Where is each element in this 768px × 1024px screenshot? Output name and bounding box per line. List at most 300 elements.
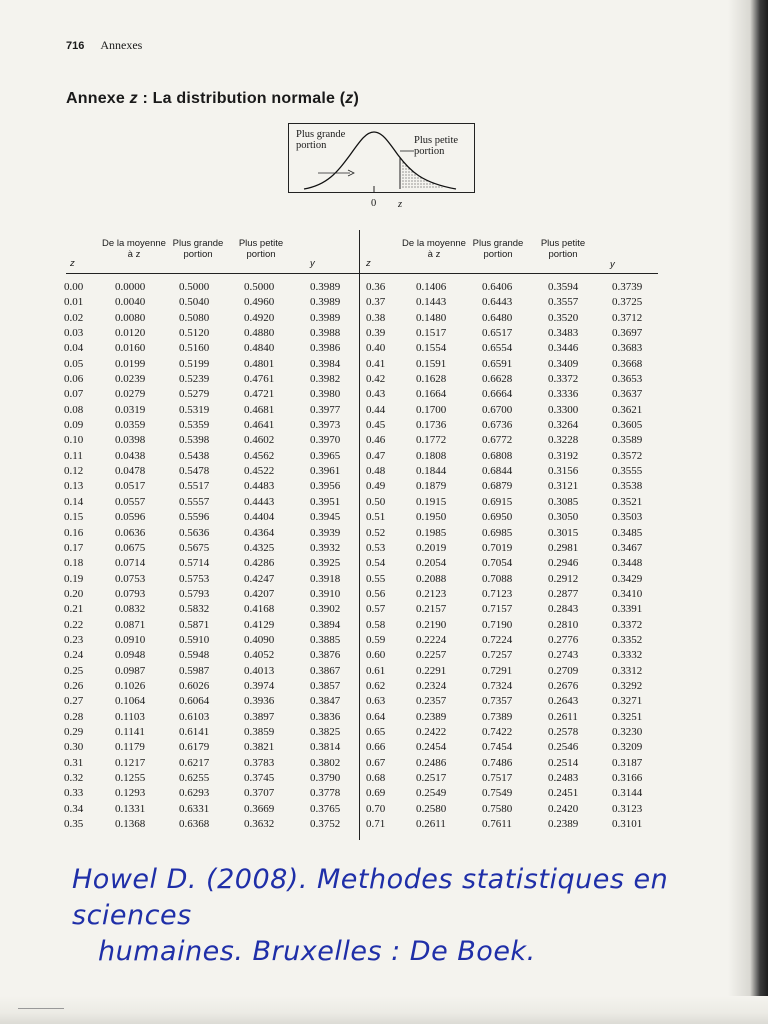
cell-mean-to-z: 0.1217 (115, 756, 146, 769)
cell-smaller-portion: 0.2643 (548, 695, 579, 708)
cell-y: 0.3961 (310, 465, 341, 478)
cell-smaller-portion: 0.5000 (244, 281, 275, 293)
cell-larger-portion: 0.5080 (179, 311, 210, 324)
cell-z: 0.46 (366, 434, 386, 447)
table-row (58, 725, 358, 740)
cell-smaller-portion: 0.4562 (244, 449, 275, 462)
cell-larger-portion: 0.6179 (179, 741, 210, 754)
cell-larger-portion: 0.5279 (179, 388, 210, 401)
cell-mean-to-z: 0.1255 (115, 772, 146, 784)
table-row (58, 587, 358, 602)
cell-smaller-portion: 0.3015 (548, 526, 579, 539)
cell-y: 0.3144 (612, 787, 643, 800)
cell-larger-portion: 0.5793 (179, 587, 210, 600)
cell-mean-to-z: 0.2324 (416, 679, 447, 692)
cell-z: 0.08 (64, 403, 84, 416)
cell-z: 0.62 (366, 679, 386, 692)
table-row (58, 664, 358, 679)
cell-y: 0.3637 (612, 388, 643, 401)
cell-y: 0.3814 (310, 741, 341, 754)
cell-y: 0.3977 (310, 403, 341, 416)
cell-larger-portion: 0.6331 (179, 802, 210, 815)
cell-smaller-portion: 0.3936 (244, 695, 275, 708)
cell-smaller-portion: 0.4364 (244, 526, 275, 539)
cell-larger-portion: 0.6443 (482, 296, 513, 309)
cell-smaller-portion: 0.3156 (548, 465, 579, 478)
cell-larger-portion: 0.5636 (179, 526, 210, 539)
table-row (360, 495, 660, 510)
cell-larger-portion: 0.6879 (482, 480, 513, 493)
cell-larger-portion: 0.5557 (179, 495, 210, 508)
table-row (360, 679, 660, 694)
cell-mean-to-z: 0.1736 (416, 419, 447, 432)
cell-smaller-portion: 0.2611 (548, 710, 578, 723)
cell-z: 0.11 (64, 449, 83, 462)
cell-smaller-portion: 0.3520 (548, 311, 579, 324)
cell-larger-portion: 0.7454 (482, 741, 513, 754)
cell-smaller-portion: 0.3483 (548, 327, 579, 340)
cell-larger-portion: 0.5000 (179, 281, 210, 293)
cell-mean-to-z: 0.1141 (115, 725, 145, 738)
cell-y: 0.3621 (612, 403, 643, 416)
cell-larger-portion: 0.5359 (179, 419, 210, 432)
cell-z: 0.31 (64, 756, 84, 769)
cell-y: 0.3589 (612, 434, 643, 447)
cell-z: 0.17 (64, 541, 84, 554)
shaded-tail (400, 159, 448, 189)
cell-smaller-portion: 0.2420 (548, 802, 579, 815)
cell-smaller-portion: 0.3228 (548, 434, 579, 447)
cell-y: 0.3503 (612, 511, 643, 524)
table-row (360, 418, 660, 433)
cell-smaller-portion: 0.4168 (244, 603, 275, 616)
cell-mean-to-z: 0.2517 (416, 772, 447, 784)
table-row (360, 771, 660, 786)
cell-smaller-portion: 0.3446 (548, 342, 579, 355)
cell-z: 0.38 (366, 311, 386, 324)
table-row (360, 526, 660, 541)
table-row (360, 710, 660, 725)
table-row (58, 786, 358, 801)
cell-y: 0.3538 (612, 480, 643, 493)
cell-larger-portion: 0.6664 (482, 388, 513, 401)
table-header (360, 230, 660, 274)
cell-z: 0.19 (64, 572, 84, 585)
table-row (360, 802, 660, 817)
table-row (360, 786, 660, 801)
cell-mean-to-z: 0.1368 (115, 818, 146, 831)
table-row (360, 326, 660, 341)
cell-y: 0.3970 (310, 434, 341, 447)
cell-y: 0.3876 (310, 649, 341, 662)
table-row (360, 817, 660, 832)
table-row (58, 756, 358, 771)
label-smaller-portion: Plus petite portion (414, 135, 459, 157)
cell-mean-to-z: 0.0359 (115, 419, 146, 432)
cell-y: 0.3973 (310, 419, 341, 432)
cell-z: 0.35 (64, 818, 84, 831)
table-row (58, 740, 358, 755)
cell-mean-to-z: 0.1700 (416, 403, 447, 416)
table-rows-right (360, 280, 660, 832)
cell-z: 0.69 (366, 787, 386, 800)
cell-larger-portion: 0.6141 (179, 725, 210, 738)
cell-mean-to-z: 0.0319 (115, 403, 146, 416)
table-row (58, 541, 358, 556)
cell-larger-portion: 0.5199 (179, 357, 210, 370)
cell-smaller-portion: 0.4761 (244, 373, 275, 386)
table-row (58, 341, 358, 356)
cell-y: 0.3572 (612, 449, 643, 462)
cell-z: 0.64 (366, 710, 386, 723)
table-row (58, 817, 358, 832)
cell-mean-to-z: 0.2054 (416, 557, 447, 570)
cell-larger-portion: 0.6772 (482, 434, 513, 447)
cell-z: 0.54 (366, 557, 386, 570)
table-row (58, 433, 358, 448)
cell-z: 0.27 (64, 695, 84, 708)
cell-larger-portion: 0.7611 (482, 818, 512, 831)
table-row (360, 510, 660, 525)
cell-y: 0.3857 (310, 679, 341, 692)
cell-mean-to-z: 0.0832 (115, 603, 146, 616)
cell-smaller-portion: 0.2743 (548, 649, 579, 662)
cell-y: 0.3825 (310, 725, 341, 738)
cell-larger-portion: 0.7422 (482, 725, 513, 738)
cell-larger-portion: 0.7486 (482, 756, 513, 769)
table-row (58, 387, 358, 402)
header-mean: De la moyenne à z (402, 238, 466, 260)
cell-y: 0.3101 (612, 818, 643, 831)
cell-mean-to-z: 0.0438 (115, 449, 146, 462)
cell-y: 0.3945 (310, 511, 341, 524)
cell-z: 0.70 (366, 802, 386, 815)
table-row (360, 694, 660, 709)
cell-larger-portion: 0.5675 (179, 541, 210, 554)
cell-mean-to-z: 0.2157 (416, 603, 447, 616)
cell-y: 0.3989 (310, 296, 341, 309)
cell-y: 0.3352 (612, 633, 643, 646)
cell-mean-to-z: 0.0987 (115, 664, 146, 677)
header-mean: De la moyenne à z (102, 238, 166, 260)
cell-z: 0.57 (366, 603, 386, 616)
cell-z: 0.04 (64, 342, 84, 355)
table-row (360, 479, 660, 494)
axis-z-label: z (398, 199, 403, 210)
cell-y: 0.3251 (612, 710, 643, 723)
cell-y: 0.3166 (612, 772, 643, 784)
cell-smaller-portion: 0.4443 (244, 495, 275, 508)
cell-y: 0.3683 (612, 342, 643, 355)
cell-smaller-portion: 0.4207 (244, 587, 275, 600)
cell-mean-to-z: 0.0871 (115, 618, 146, 631)
title-rest: : La distribution normale ( (137, 90, 346, 107)
normal-curve-figure (288, 123, 478, 213)
cell-smaller-portion: 0.2389 (548, 818, 579, 831)
cell-mean-to-z: 0.2549 (416, 787, 447, 800)
cell-mean-to-z: 0.2019 (416, 541, 447, 554)
table-row (58, 372, 358, 387)
cell-y: 0.3668 (612, 357, 643, 370)
cell-z: 0.61 (366, 664, 386, 677)
table-header (58, 230, 358, 274)
cell-y: 0.3847 (310, 695, 341, 708)
cell-z: 0.48 (366, 465, 386, 478)
cell-larger-portion: 0.7291 (482, 664, 513, 677)
cell-larger-portion: 0.6808 (482, 449, 513, 462)
cell-smaller-portion: 0.3192 (548, 449, 579, 462)
cell-smaller-portion: 0.4052 (244, 649, 275, 662)
cell-y: 0.3778 (310, 787, 341, 800)
table-row (58, 526, 358, 541)
cell-mean-to-z: 0.2190 (416, 618, 447, 631)
cell-smaller-portion: 0.4602 (244, 434, 275, 447)
cell-larger-portion: 0.6217 (179, 756, 210, 769)
cell-z: 0.01 (64, 296, 84, 309)
table-row (58, 295, 358, 310)
cell-z: 0.13 (64, 480, 84, 493)
cell-z: 0.09 (64, 419, 84, 432)
table-row (58, 510, 358, 525)
cell-larger-portion: 0.6591 (482, 357, 513, 370)
cell-larger-portion: 0.7549 (482, 787, 513, 800)
cell-z: 0.12 (64, 465, 84, 478)
cell-smaller-portion: 0.4801 (244, 357, 275, 370)
table-row (360, 372, 660, 387)
cell-mean-to-z: 0.0279 (115, 388, 146, 401)
cell-y: 0.3951 (310, 495, 341, 508)
cell-y: 0.3123 (612, 802, 643, 815)
cell-z: 0.05 (64, 357, 84, 370)
cell-smaller-portion: 0.2709 (548, 664, 579, 677)
table-row (360, 449, 660, 464)
cell-z: 0.14 (64, 495, 84, 508)
cell-larger-portion: 0.6103 (179, 710, 210, 723)
bottom-edge-mark (18, 1008, 64, 1009)
cell-y: 0.3712 (612, 311, 643, 324)
cell-mean-to-z: 0.1879 (416, 480, 447, 493)
cell-mean-to-z: 0.0120 (115, 327, 146, 340)
cell-y: 0.3902 (310, 603, 341, 616)
cell-y: 0.3555 (612, 465, 643, 478)
table-row (360, 357, 660, 372)
cell-y: 0.3429 (612, 572, 643, 585)
table-row (360, 740, 660, 755)
cell-z: 0.29 (64, 725, 84, 738)
table-row (360, 618, 660, 633)
cell-mean-to-z: 0.0080 (115, 311, 146, 324)
cell-larger-portion: 0.6736 (482, 419, 513, 432)
table-row (58, 326, 358, 341)
cell-z: 0.03 (64, 327, 84, 340)
cell-smaller-portion: 0.2483 (548, 772, 579, 784)
cell-y: 0.3485 (612, 526, 643, 539)
cell-y: 0.3653 (612, 373, 643, 386)
cell-mean-to-z: 0.2257 (416, 649, 447, 662)
cell-y: 0.3410 (612, 587, 643, 600)
cell-z: 0.22 (64, 618, 84, 631)
cell-y: 0.3187 (612, 756, 643, 769)
table-row (58, 495, 358, 510)
page-number: 716 (66, 40, 85, 52)
table-row (360, 648, 660, 663)
cell-z: 0.15 (64, 511, 84, 524)
cell-smaller-portion: 0.4483 (244, 480, 275, 493)
table-row (360, 403, 660, 418)
cell-larger-portion: 0.7019 (482, 541, 513, 554)
cell-z: 0.71 (366, 818, 386, 831)
cell-y: 0.3802 (310, 756, 341, 769)
cell-larger-portion: 0.6026 (179, 679, 210, 692)
cell-mean-to-z: 0.1293 (115, 787, 146, 800)
cell-mean-to-z: 0.1554 (416, 342, 447, 355)
cell-larger-portion: 0.6628 (482, 373, 513, 386)
cell-smaller-portion: 0.3372 (548, 373, 579, 386)
cell-mean-to-z: 0.1443 (416, 296, 447, 309)
table-row (58, 618, 358, 633)
table-row (360, 433, 660, 448)
cell-mean-to-z: 0.2486 (416, 756, 447, 769)
cell-larger-portion: 0.6368 (179, 818, 210, 831)
cell-larger-portion: 0.6480 (482, 311, 513, 324)
cell-y: 0.3925 (310, 557, 341, 570)
header-smaller-portion: Plus petite portion (238, 238, 284, 260)
cell-mean-to-z: 0.1064 (115, 695, 146, 708)
cell-smaller-portion: 0.3783 (244, 756, 275, 769)
header-y: y (610, 259, 615, 270)
cell-z: 0.06 (64, 373, 84, 386)
cell-larger-portion: 0.6700 (482, 403, 513, 416)
table-row (58, 633, 358, 648)
cell-smaller-portion: 0.2912 (548, 572, 579, 585)
cell-larger-portion: 0.5910 (179, 633, 210, 646)
table-row (58, 648, 358, 663)
cell-smaller-portion: 0.4840 (244, 342, 275, 355)
cell-larger-portion: 0.5714 (179, 557, 210, 570)
cell-larger-portion: 0.7190 (482, 618, 513, 631)
cell-larger-portion: 0.7157 (482, 603, 513, 616)
cell-z: 0.47 (366, 449, 386, 462)
cell-mean-to-z: 0.0793 (115, 587, 146, 600)
cell-mean-to-z: 0.1103 (115, 710, 145, 723)
cell-larger-portion: 0.7357 (482, 695, 513, 708)
cell-y: 0.3932 (310, 541, 341, 554)
cell-y: 0.3448 (612, 557, 643, 570)
cell-mean-to-z: 0.1772 (416, 434, 447, 447)
cell-mean-to-z: 0.0714 (115, 557, 146, 570)
cell-larger-portion: 0.5987 (179, 664, 210, 677)
cell-smaller-portion: 0.3050 (548, 511, 579, 524)
cell-z: 0.16 (64, 526, 84, 539)
cell-z: 0.41 (366, 357, 386, 370)
table-row (360, 280, 660, 295)
cell-smaller-portion: 0.4960 (244, 296, 275, 309)
cell-y: 0.3697 (612, 327, 643, 340)
cell-smaller-portion: 0.2776 (548, 633, 579, 646)
cell-mean-to-z: 0.1591 (416, 357, 447, 370)
cell-larger-portion: 0.6517 (482, 327, 513, 340)
cell-larger-portion: 0.5120 (179, 327, 210, 340)
cell-larger-portion: 0.7257 (482, 649, 513, 662)
cell-smaller-portion: 0.4641 (244, 419, 275, 432)
table-row (360, 756, 660, 771)
cell-larger-portion: 0.5438 (179, 449, 210, 462)
handwritten-reference (72, 862, 768, 970)
cell-mean-to-z: 0.0000 (115, 281, 146, 293)
table-row (360, 633, 660, 648)
table-row (360, 664, 660, 679)
table-rows-left (58, 280, 358, 832)
cell-y: 0.3939 (310, 526, 341, 539)
cell-y: 0.3885 (310, 633, 341, 646)
cell-z: 0.52 (366, 526, 386, 539)
cell-z: 0.44 (366, 403, 386, 416)
cell-z: 0.60 (366, 649, 386, 662)
cell-smaller-portion: 0.2451 (548, 787, 579, 800)
cell-smaller-portion: 0.3859 (244, 725, 275, 738)
cell-mean-to-z: 0.0517 (115, 480, 146, 493)
cell-mean-to-z: 0.0910 (115, 633, 146, 646)
cell-larger-portion: 0.5160 (179, 342, 210, 355)
axis-zero-label: 0 (371, 198, 377, 209)
cell-z: 0.56 (366, 587, 386, 600)
cell-z: 0.63 (366, 695, 386, 708)
cell-z: 0.59 (366, 633, 386, 646)
cell-larger-portion: 0.5948 (179, 649, 210, 662)
cell-mean-to-z: 0.1331 (115, 802, 146, 815)
cell-y: 0.3965 (310, 449, 341, 462)
cell-mean-to-z: 0.2389 (416, 710, 447, 723)
cell-y: 0.3739 (612, 281, 643, 293)
cell-mean-to-z: 0.2422 (416, 725, 447, 738)
cell-mean-to-z: 0.1480 (416, 311, 447, 324)
cell-mean-to-z: 0.2123 (416, 587, 447, 600)
cell-z: 0.66 (366, 741, 386, 754)
table-row (58, 694, 358, 709)
cell-smaller-portion: 0.3745 (244, 772, 275, 784)
cell-y: 0.3467 (612, 541, 643, 554)
cell-larger-portion: 0.7088 (482, 572, 513, 585)
cell-smaller-portion: 0.3264 (548, 419, 579, 432)
cell-z: 0.00 (64, 281, 84, 293)
title-z: z (129, 90, 138, 107)
cell-z: 0.26 (64, 679, 84, 692)
cell-mean-to-z: 0.0557 (115, 495, 146, 508)
table-row (360, 572, 660, 587)
cell-mean-to-z: 0.1808 (416, 449, 447, 462)
cell-mean-to-z: 0.1628 (416, 373, 447, 386)
cell-smaller-portion: 0.3669 (244, 802, 275, 815)
cell-y: 0.3230 (612, 725, 643, 738)
table-row (58, 403, 358, 418)
cell-mean-to-z: 0.0040 (115, 296, 146, 309)
running-head (66, 38, 142, 53)
cell-mean-to-z: 0.2224 (416, 633, 447, 646)
cell-mean-to-z: 0.0948 (115, 649, 146, 662)
table-row (360, 587, 660, 602)
table-row (360, 725, 660, 740)
header-z: z (366, 258, 371, 269)
table-row (58, 556, 358, 571)
cell-smaller-portion: 0.3336 (548, 388, 579, 401)
cell-z: 0.24 (64, 649, 84, 662)
cell-smaller-portion: 0.3707 (244, 787, 275, 800)
cell-larger-portion: 0.6406 (482, 281, 513, 293)
cell-larger-portion: 0.5753 (179, 572, 210, 585)
cell-z: 0.53 (366, 541, 386, 554)
cell-y: 0.3372 (612, 618, 643, 631)
table-row (360, 387, 660, 402)
